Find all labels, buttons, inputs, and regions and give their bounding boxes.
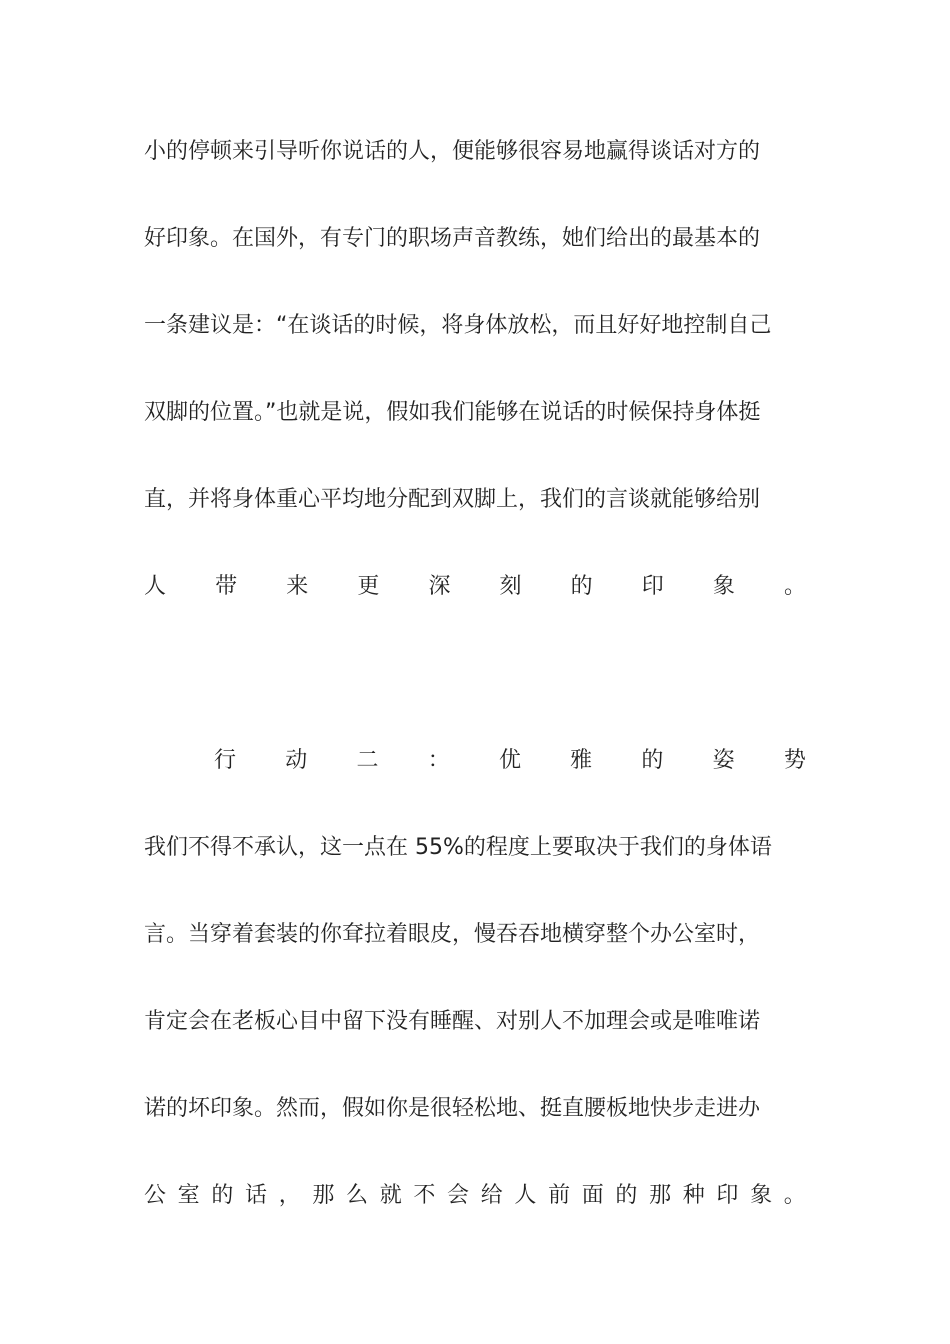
char: 不 [413, 1183, 436, 1208]
char: 种 [682, 1183, 705, 1208]
char: 室 [177, 1183, 200, 1208]
char: 。 [783, 574, 806, 599]
char: 的 [615, 1183, 638, 1208]
heading-char: 二 [356, 748, 379, 773]
paragraph-line-2: 好印象。在国外，有专门的职场声音教练，她们给出的最基本的 [144, 226, 761, 251]
char: 面 [581, 1183, 604, 1208]
char: 公 [144, 1183, 167, 1208]
section-heading [214, 741, 806, 781]
paragraph-line-6 [144, 567, 806, 607]
paragraph2-line-5 [144, 1176, 806, 1216]
char: 。 [783, 1183, 806, 1208]
heading-char: 的 [641, 748, 664, 773]
char: 更 [357, 574, 380, 599]
heading-char: 雅 [570, 748, 593, 773]
paragraph2-line-1: 我们不得不承认，这一点在 55%的程度上要取决于我们的身体语 [144, 835, 772, 860]
heading-char: 优 [498, 748, 521, 773]
char: 刻 [499, 574, 522, 599]
char: 那 [649, 1183, 672, 1208]
char: 给 [480, 1183, 503, 1208]
char: 那 [312, 1183, 335, 1208]
paragraph-line-5: 直，并将身体重心平均地分配到双脚上，我们的言谈就能够给别 [144, 487, 761, 512]
heading-char: 行 [214, 748, 237, 773]
char: 会 [447, 1183, 470, 1208]
char: 的 [570, 574, 593, 599]
char: 话 [245, 1183, 268, 1208]
char: 人 [144, 574, 167, 599]
char: 印 [716, 1183, 739, 1208]
paragraph2-line-3: 肯定会在老板心目中留下没有睡醒、对别人不加理会或是唯唯诺 [144, 1009, 761, 1034]
paragraph-line-1: 小的停顿来引导听你说话的人，便能够很容易地赢得谈话对方的 [144, 139, 761, 164]
heading-char: 动 [285, 748, 308, 773]
char: ， [278, 1183, 301, 1208]
paragraph2-line-2: 言。当穿着套装的你耷拉着眼皮，慢吞吞地横穿整个办公室时， [144, 922, 761, 947]
char: 象 [750, 1183, 773, 1208]
char: 的 [211, 1183, 234, 1208]
heading-char: 势 [783, 748, 806, 773]
heading-char: 姿 [712, 748, 735, 773]
char: 印 [641, 574, 664, 599]
char: 深 [428, 574, 451, 599]
char: 带 [215, 574, 238, 599]
paragraph2-line-4: 诺的坏印象。然而，假如你是很轻松地、挺直腰板地快步走进办 [144, 1096, 761, 1121]
char: 前 [548, 1183, 571, 1208]
char: 来 [286, 574, 309, 599]
paragraph-line-3: 一条建议是：“在谈话的时候，将身体放松，而且好好地控制自己 [144, 313, 772, 338]
paragraph-line-4: 双脚的位置。”也就是说，假如我们能够在说话的时候保持身体挺 [144, 400, 761, 425]
heading-char: ： [427, 748, 450, 773]
char: 就 [379, 1183, 402, 1208]
char: 人 [514, 1183, 537, 1208]
char: 么 [346, 1183, 369, 1208]
char: 象 [712, 574, 735, 599]
